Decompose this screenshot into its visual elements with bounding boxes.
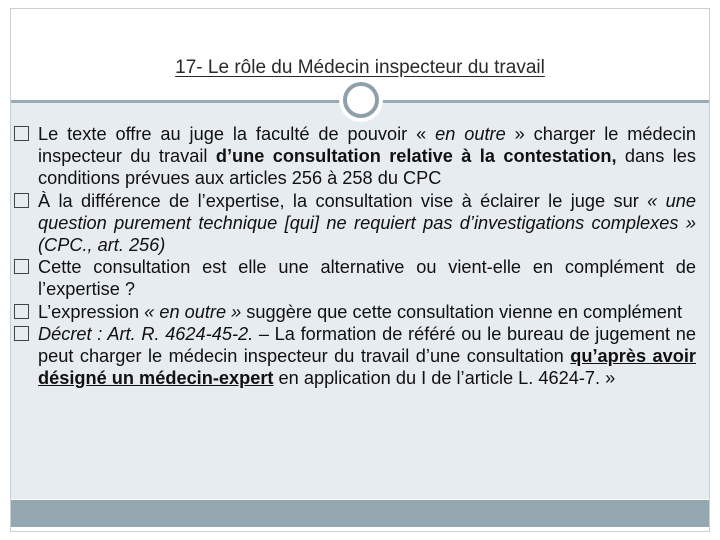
bullet-item: [14, 190, 696, 257]
bullet-text: À la différence de l’expertise, la consultation vise à éclairer le juge sur « une question purement technique [qui] ne requiert pas d’investigations complexes » (CPC., art. 256): [38, 190, 696, 256]
bullet-item: [14, 301, 696, 323]
checkbox-bullet-icon: [14, 259, 29, 274]
checkbox-bullet-icon: [14, 326, 29, 341]
bullet-item: [14, 323, 696, 390]
checkbox-bullet-icon: [14, 304, 29, 319]
bullet-text: Décret : Art. R. 4624-45-2. – La formation de référé ou le bureau de jugement ne peut charger le médecin inspecteur du travail d’une consultation qu’après avoir désigné un médecin-expert en application du I de l’article L. 4624-7. »: [38, 323, 696, 389]
bullet-text: Cette consultation est elle une alternative ou vient-elle en complément de l’expertise ?: [38, 257, 696, 300]
divider-ring-icon: [343, 82, 379, 118]
checkbox-bullet-icon: [14, 193, 29, 208]
checkbox-bullet-icon: [14, 126, 29, 141]
bullet-list: [14, 123, 696, 389]
slide-title: 17- Le rôle du Médecin inspecteur du travail: [175, 57, 545, 78]
bullet-item: [14, 256, 696, 300]
bullet-text: L’expression « en outre » suggère que cette consultation vienne en complément: [38, 301, 683, 322]
footer-band: [11, 500, 709, 527]
bullet-item: [14, 123, 696, 190]
bullet-text: Le texte offre au juge la faculté de pouvoir « en outre » charger le médecin inspecteur du travail d’une consultation relative à la contestation, dans les conditions prévues aux articles 256 à 258 du CPC: [38, 124, 696, 189]
